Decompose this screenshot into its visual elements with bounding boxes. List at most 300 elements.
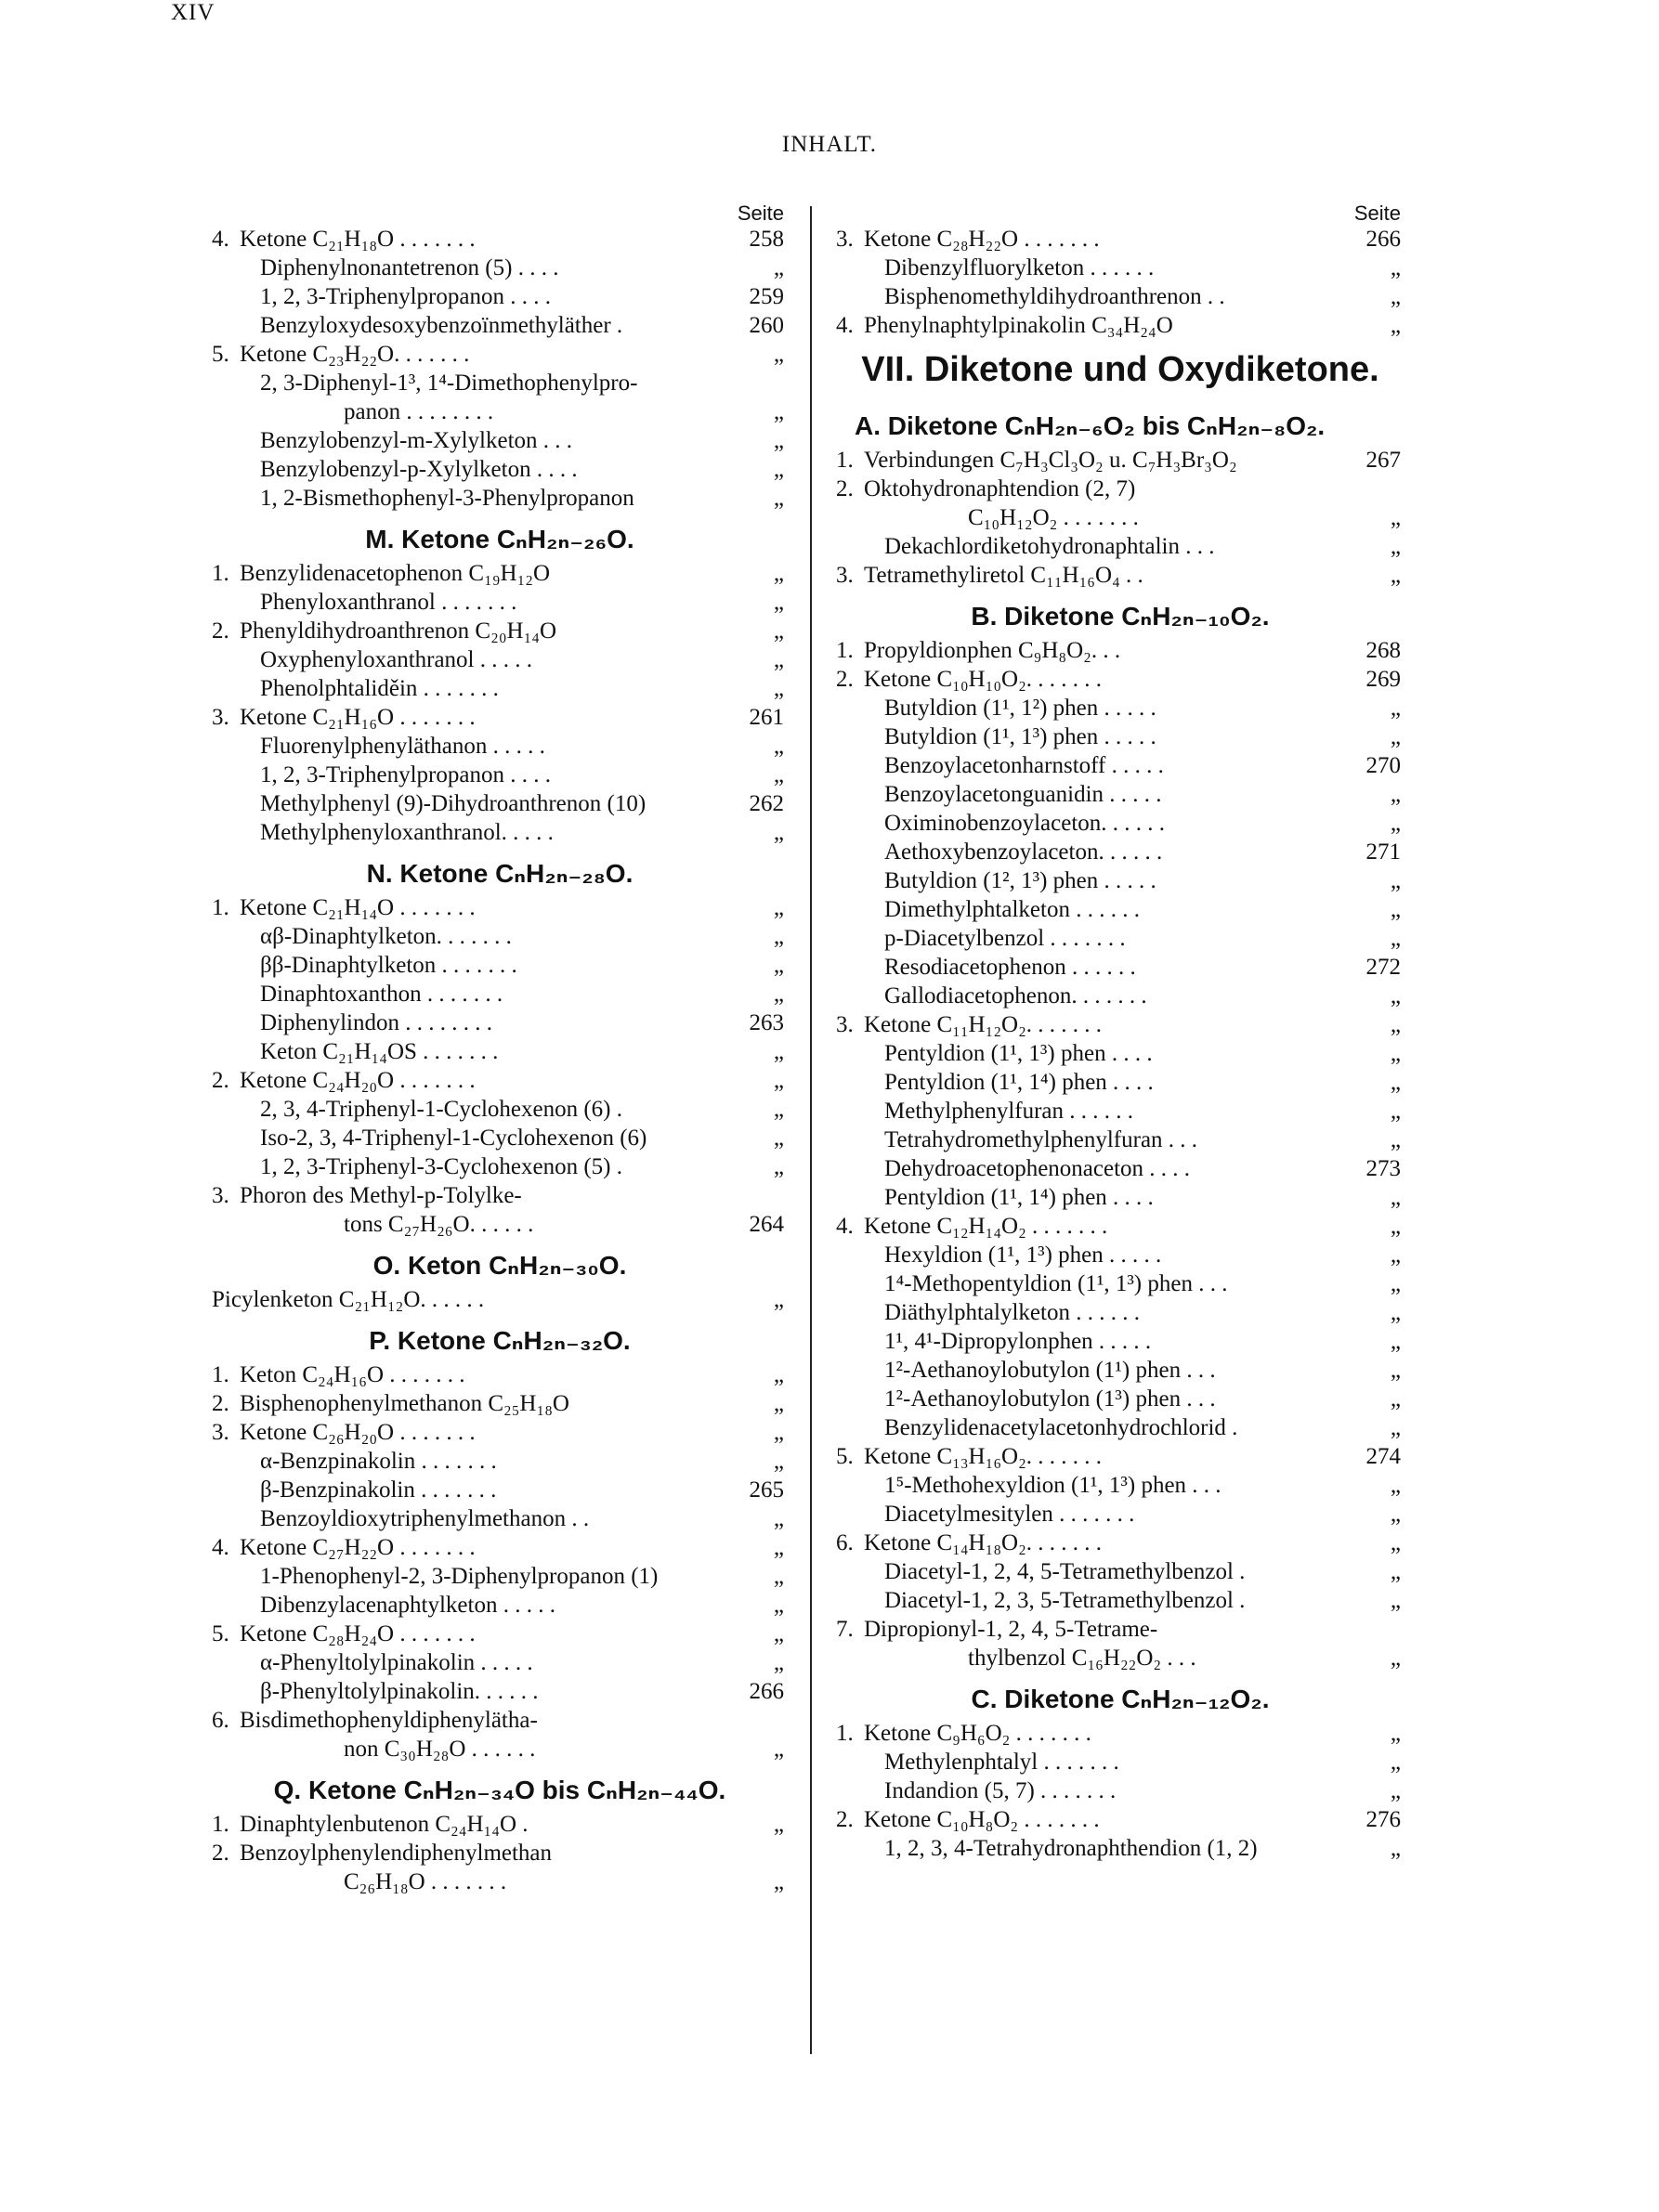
toc-entry [836,636,1404,665]
entry-page: 269 [1365,667,1401,692]
toc-entry [212,588,788,617]
entry-page: 260 [749,313,784,338]
entry-page: „ [1390,1041,1401,1066]
entry-number: 1. [212,1812,229,1837]
entry-page: „ [1390,1646,1401,1671]
toc-entry [836,953,1404,982]
entry-text: 1, 2, 3, 4-Tetrahydronaphthendion (1, 2) [884,1836,1258,1861]
entry-page: 272 [1365,955,1401,980]
toc-entry [212,1504,788,1533]
entry-text: Benzylobenzyl-p-Xylylketon . . . . [260,457,578,482]
toc-entry [212,1677,788,1706]
entry-text: Picylenketon C₂₁H₁₂O. . . . . . [212,1287,485,1312]
toc-entry [212,369,788,397]
entry-text: Dekachlordiketohydronaphtalin . . . [884,534,1215,559]
entry-text: 1⁵-Methohexyldion (1¹, 1³) phen . . . [884,1473,1221,1498]
toc-entry [212,1152,788,1181]
toc-entry [212,1210,788,1239]
entry-text: Benzoylphenylendiphenylmethan [240,1841,553,1866]
entry-text: 1, 2-Bismethophenyl-3-Phenylpropanon [260,486,634,511]
toc-entry [212,282,788,311]
entry-page: 271 [1365,839,1401,865]
toc-entry [836,254,1404,282]
toc-entry [836,895,1404,924]
entry-text: ββ-Dinaphtylketon . . . . . . . [260,953,517,978]
entry-text: Benzyloxydesoxybenzoïnmethyläther . [260,313,623,338]
toc-entry [212,397,788,426]
entry-text: Phenylnaphtylpinakolin C₃₄H₂₄O [864,313,1173,338]
entry-text: 1, 2, 3-Triphenyl-3-Cyclohexenon (5) . [260,1154,622,1179]
toc-entry [212,1648,788,1677]
entry-number: 7. [836,1617,854,1642]
entry-page: „ [773,895,784,920]
entry-text: β-Benzpinakolin . . . . . . . [260,1477,497,1503]
section-heading: A. Diketone CₙH₂ₙ₋₆O₂ bis CₙH₂ₙ₋₈O₂. [855,411,1326,440]
entry-page: „ [1390,1750,1401,1775]
entry-text: Fluorenylphenyläthanon . . . . . [260,734,545,759]
entry-text: Ketone C₁₀H₈O₂ . . . . . . . [864,1807,1100,1832]
entry-text: C₂₆H₁₈O . . . . . . . [344,1869,507,1894]
entry-page: „ [773,457,784,482]
entry-text: Methylenphtalyl . . . . . . . [884,1750,1119,1775]
entry-page: „ [773,1287,784,1312]
entry-number: 2. [212,1841,229,1866]
toc-entry [836,1212,1404,1241]
entry-text: Diphenylnonantetrenon (5) . . . . [260,255,559,280]
toc-entry [836,809,1404,838]
entry-text: Bisphenophenylmethanon C₂₅H₁₈O [240,1391,569,1416]
entry-text: thylbenzol C₁₆H₂₂O₂ . . . [968,1646,1196,1671]
toc-entry [836,665,1404,694]
toc-entry [836,1327,1404,1356]
entry-text: p-Diacetylbenzol . . . . . . . [884,926,1126,951]
entry-page: „ [773,820,784,845]
entry-text: Keton C₂₄H₁₆O . . . . . . . [240,1362,465,1387]
section-heading: B. Diketone CₙH₂ₙ₋₁₀O₂. [971,602,1270,631]
entry-text: 1, 2, 3-Triphenylpropanon . . . . [260,284,551,309]
toc-entry [212,455,788,484]
entry-page: „ [1390,1358,1401,1383]
entry-page: „ [773,618,784,644]
entry-text: Oktohydronaphtendion (2, 7) [864,476,1136,501]
entry-text: Dipropionyl-1, 2, 4, 5-Tetrame- [864,1617,1158,1642]
entry-page: „ [1390,1070,1401,1095]
toc-entry [212,645,788,674]
entry-text: C₁₀H₁₂O₂ . . . . . . . [968,505,1139,530]
entry-text: Ketone C₂₁H₁₆O . . . . . . . [240,705,476,730]
toc-entry [836,1805,1404,1834]
toc-entry [212,893,788,922]
entry-page: 261 [749,705,784,730]
toc-entry [836,780,1404,809]
toc-entry [212,1066,788,1095]
toc-entry [836,1298,1404,1327]
entry-page: „ [1390,897,1401,922]
entry-text: Pentyldion (1¹, 1⁴) phen . . . . [884,1185,1154,1210]
entry-number: 2. [212,1068,229,1093]
entry-text: Keton C₂₁H₁₄OS . . . . . . . [260,1039,499,1064]
entry-text: Gallodiacetophenon. . . . . . . [884,983,1147,1008]
entry-text: Phenyldihydroanthrenon C₂₀H₁₄O [240,618,557,644]
entry-page: „ [1390,868,1401,893]
entry-text: Ketone C₁₂H₁₄O₂ . . . . . . . [864,1214,1108,1239]
entry-text: 2, 3, 4-Triphenyl-1-Cyclohexenon (6) . [260,1097,622,1122]
entry-page: „ [773,647,784,672]
toc-entry [836,1413,1404,1442]
entry-page: 264 [749,1212,784,1237]
entry-text: Ketone C₉H₆O₂ . . . . . . . [864,1721,1091,1746]
entry-text: Methylphenyl (9)-Dihydroanthrenon (10) [260,791,647,816]
toc-entry [212,818,788,847]
toc-entry [836,532,1404,561]
entry-page: „ [773,561,784,586]
entry-number: 2. [836,667,854,692]
toc-entry [836,503,1404,532]
toc-entry [212,1839,788,1867]
entry-page: „ [773,342,784,367]
entry-page: 268 [1365,638,1401,663]
toc-entry [212,922,788,951]
toc-entry [212,1124,788,1152]
entry-page: „ [773,1650,784,1675]
entry-page: „ [1390,534,1401,559]
section-heading: Q. Ketone CₙH₂ₙ₋₃₄O bis CₙH₂ₙ₋₄₄O. [273,1776,726,1804]
toc-entry [836,1183,1404,1212]
entry-text: Phenolphtaliděin . . . . . . . [260,676,499,701]
entry-page: „ [773,590,784,615]
entry-text: Benzoylacetonguanidin . . . . . [884,782,1162,807]
entry-number: 3. [212,1420,229,1445]
entry-number: 3. [212,705,229,730]
entry-text: α-Benzpinakolin . . . . . . . [260,1449,497,1474]
page-title: INHALT. [781,132,878,157]
entry-text: 1²-Aethanoylobutylon (1³) phen . . . [884,1386,1216,1412]
toc-entry [836,1471,1404,1500]
entry-page: „ [1390,811,1401,836]
entry-text: Benzoylacetonharnstoff . . . . . [884,753,1164,778]
entry-text: Ketone C₂₆H₂₀O . . . . . . . [240,1420,476,1445]
entry-text: Phoron des Methyl-p-Tolylke- [240,1183,522,1208]
entry-page: „ [773,1593,784,1618]
entry-text: Propyldionphen C₉H₈O₂. . . [864,638,1121,663]
entry-page: „ [773,982,784,1007]
entry-page: 270 [1365,753,1401,778]
toc-entry [212,1706,788,1735]
column-divider [810,206,812,2054]
toc-entry [836,722,1404,751]
entry-number: 2. [212,1391,229,1416]
entry-page: „ [773,1506,784,1531]
entry-text: Butyldion (1², 1³) phen . . . . . [884,868,1156,893]
page-number: XIV [171,0,216,25]
entry-number: 6. [836,1530,854,1555]
entry-text: Pentyldion (1¹, 1⁴) phen . . . . [884,1070,1154,1095]
toc-entry [836,1097,1404,1126]
entry-page: „ [1390,1127,1401,1152]
entry-page: 258 [749,227,784,252]
entry-text: Pentyldion (1¹, 1³) phen . . . . [884,1041,1153,1066]
toc-entry [212,789,788,818]
entry-text: Ketone C₂₁H₁₄O . . . . . . . [240,895,476,920]
entry-page: „ [1390,1300,1401,1325]
toc-entry [212,1360,788,1389]
entry-text: Phenyloxanthranol . . . . . . . [260,590,517,615]
entry-text: Benzylidenacetylacetonhydrochlorid . [884,1415,1238,1440]
entry-text: 1⁴-Methopentyldion (1¹, 1³) phen . . . [884,1271,1228,1296]
toc-entry [836,838,1404,866]
entry-page: „ [1390,1329,1401,1354]
entry-text: non C₃₀H₂₈O . . . . . . [344,1737,536,1762]
entry-page: „ [1390,1721,1401,1746]
entry-page: „ [773,676,784,701]
entry-text: tons C₂₇H₂₆O. . . . . . [344,1212,534,1237]
toc-entry [212,1562,788,1591]
entry-text: Butyldion (1¹, 1³) phen . . . . . [884,724,1156,749]
entry-page: „ [773,1621,784,1646]
entry-page: „ [773,486,784,511]
toc-entry [836,1834,1404,1863]
toc-entry [836,1529,1404,1557]
entry-text: Methylphenylfuran . . . . . . [884,1099,1134,1124]
page-column-header [836,199,1404,225]
section-heading: M. Ketone CₙH₂ₙ₋₂₆O. [365,525,634,553]
entry-page: „ [1390,983,1401,1008]
entry-page: „ [773,1097,784,1122]
entry-page: „ [1390,505,1401,530]
entry-number: 4. [212,1535,229,1560]
entry-text: Bisphenomethyldihydroanthrenon . . [884,284,1225,309]
toc-entry [212,1095,788,1124]
toc-entry [212,1810,788,1839]
entry-text: 1²-Aethanoylobutylon (1¹) phen . . . [884,1358,1216,1383]
toc-entry [836,1269,1404,1298]
entry-page: 266 [749,1679,784,1704]
entry-text: Bisdimethophenyldiphenylätha- [240,1708,538,1733]
entry-number: 3. [212,1183,229,1208]
entry-page: 266 [1365,227,1401,252]
toc-entry [836,1557,1404,1586]
entry-page: „ [1390,313,1401,338]
entry-text: Methylphenyloxanthranol. . . . . [260,820,554,845]
entry-number: 3. [836,1012,854,1037]
entry-page: „ [1390,1185,1401,1210]
entry-page: „ [1390,926,1401,951]
entry-page: „ [773,1869,784,1894]
entry-page: „ [1390,1099,1401,1124]
entry-number: 1. [836,1721,854,1746]
entry-page: „ [773,1154,784,1179]
entry-text: Diäthylphtalylketon . . . . . . [884,1300,1140,1325]
entry-page: „ [1390,1836,1401,1861]
entry-text: 2, 3-Diphenyl-1³, 1⁴-Dimethophenylpro- [260,371,638,396]
entry-number: 2. [836,1807,854,1832]
toc-entry [836,1776,1404,1805]
toc-entry [212,1418,788,1447]
entry-number: 1. [836,448,854,473]
entry-text: Dinaphtylenbutenon C₂₄H₁₄O . [240,1812,529,1837]
section-heading: P. Ketone CₙH₂ₙ₋₃₂O. [369,1326,631,1355]
entry-text: Ketone C₂₈H₂₄O . . . . . . . [240,1621,476,1646]
toc-entry [212,980,788,1008]
entry-text: panon . . . . . . . . [344,399,494,424]
entry-page: „ [773,399,784,424]
entry-page: 276 [1365,1807,1401,1832]
entry-number: 4. [212,227,229,252]
entry-text: Diacetyl-1, 2, 3, 5-Tetramethylbenzol . [884,1588,1246,1613]
entry-text: Iso-2, 3, 4-Triphenyl-1-Cyclohexenon (6) [260,1126,647,1151]
entry-page: „ [1390,782,1401,807]
toc-entry [836,1442,1404,1471]
toc-entry [212,1181,788,1210]
entry-text: Ketone C₁₁H₁₂O₂. . . . . . . [864,1012,1103,1037]
entry-number: 1. [836,638,854,663]
toc-entry [836,1385,1404,1413]
toc-right-column [836,199,1404,1863]
toc-entry [212,1008,788,1037]
toc-entry [212,1285,788,1314]
toc-entry [836,311,1404,340]
entry-text: Verbindungen C₇H₃Cl₃O₂ u. C₇H₃Br₃O₂ [864,448,1237,473]
toc-entry [836,866,1404,895]
entry-number: 2. [836,476,854,501]
entry-page: 259 [749,284,784,309]
entry-text: Ketone C₂₄H₂₀O . . . . . . . [240,1068,476,1093]
entry-text: Tetramethyliretol C₁₁H₁₆O₄ . . [864,563,1143,588]
entry-text: Diacetyl-1, 2, 4, 5-Tetramethylbenzol . [884,1559,1246,1584]
toc-entry [212,617,788,645]
toc-entry [212,340,788,369]
entry-page: „ [1390,284,1401,309]
section-heading: C. Diketone CₙH₂ₙ₋₁₂O₂. [971,1685,1270,1713]
entry-page: „ [773,1812,784,1837]
entry-page: „ [773,1126,784,1151]
entry-page: „ [1390,1473,1401,1498]
entry-page: „ [773,1391,784,1416]
entry-page: „ [1390,1243,1401,1268]
entry-page: 273 [1365,1156,1401,1181]
entry-page: „ [1390,563,1401,588]
entry-text: Resodiacetophenon . . . . . . [884,955,1136,980]
toc-entry [836,1154,1404,1183]
entry-page: „ [1390,724,1401,749]
chapter-heading: VII. Diketone und Oxydiketone. [861,350,1379,389]
toc-entry [836,1010,1404,1039]
entry-page: „ [1390,696,1401,721]
entry-number: 3. [836,563,854,588]
toc-entry [836,282,1404,311]
toc-entry [212,761,788,789]
toc-entry [212,1867,788,1896]
toc-entry [836,561,1404,590]
entry-page: 263 [749,1010,784,1035]
entry-page: 262 [749,791,784,816]
entry-page: „ [773,1564,784,1589]
entry-text: Tetrahydromethylphenylfuran . . . [884,1127,1198,1152]
entry-page: „ [1390,1386,1401,1412]
entry-page: „ [773,734,784,759]
entry-page: „ [773,924,784,949]
entry-text: Dinaphtoxanthon . . . . . . . [260,982,503,1007]
toc-entry [836,1644,1404,1672]
toc-entry [836,446,1404,475]
toc-entry [212,1591,788,1620]
toc-entry [836,1500,1404,1529]
entry-page: „ [1390,1588,1401,1613]
entry-text: Dimethylphtalketon . . . . . . [884,897,1140,922]
toc-entry [836,1356,1404,1385]
toc-entry [836,1068,1404,1097]
toc-entry [836,751,1404,780]
entry-text: Dibenzylacenaphtylketon . . . . . [260,1593,555,1618]
entry-text: α-Phenyltolylpinakolin . . . . . [260,1650,533,1675]
entry-text: Butyldion (1¹, 1²) phen . . . . . [884,696,1156,721]
entry-text: β-Phenyltolylpinakolin. . . . . . [260,1679,539,1704]
entry-number: 5. [212,1621,229,1646]
entry-page: „ [1390,1530,1401,1555]
toc-left-column [212,199,788,1896]
entry-page: „ [1390,1012,1401,1037]
toc-entry [836,1039,1404,1068]
entry-page: „ [773,1039,784,1064]
toc-entry [212,559,788,588]
entry-text: Oxyphenyloxanthranol . . . . . [260,647,533,672]
section-heading: N. Ketone CₙH₂ₙ₋₂₈O. [366,859,634,888]
entry-page: „ [773,953,784,978]
entry-text: Ketone C₂₈H₂₂O . . . . . . . [864,227,1100,252]
entry-page: „ [1390,1778,1401,1803]
toc-entry [836,225,1404,254]
entry-page: „ [773,1420,784,1445]
toc-entry [836,924,1404,953]
toc-entry [836,475,1404,503]
entry-text: Dehydroacetophenonaceton . . . . [884,1156,1191,1181]
entry-page: „ [773,428,784,453]
entry-number: 6. [212,1708,229,1733]
entry-text: Diacetylmesitylen . . . . . . . [884,1502,1135,1527]
entry-number: 1. [212,561,229,586]
toc-entry [212,1620,788,1648]
toc-entry [212,426,788,455]
entry-text: Aethoxybenzoylaceton. . . . . . [884,839,1163,865]
entry-page: 274 [1365,1444,1401,1469]
entry-page: „ [1390,255,1401,280]
entry-text: Ketone C₁₀H₁₀O₂. . . . . . . [864,667,1103,692]
entry-page: 265 [749,1477,784,1503]
toc-entry [212,1447,788,1476]
entry-number: 5. [212,342,229,367]
toc-entry [212,1533,788,1562]
entry-page: „ [773,1362,784,1387]
toc-entry [836,1241,1404,1269]
entry-text: Indandion (5, 7) . . . . . . . [884,1778,1117,1803]
entry-page: 267 [1365,448,1401,473]
toc-entry [212,1476,788,1504]
entry-text: Benzoyldioxytriphenylmethanon . . [260,1506,590,1531]
entry-page: „ [1390,1214,1401,1239]
toc-entry [212,732,788,761]
toc-entry [836,1719,1404,1748]
entry-text: Ketone C₂₁H₁₈O . . . . . . . [240,227,476,252]
entry-page: „ [773,1737,784,1762]
entry-text: Ketone C₂₃H₂₂O. . . . . . . [240,342,470,367]
toc-entry [836,1748,1404,1776]
entry-number: 4. [836,313,854,338]
entry-page: „ [1390,1502,1401,1527]
entry-text: Ketone C₁₃H₁₆O₂. . . . . . . [864,1444,1103,1469]
section-heading: O. Keton CₙH₂ₙ₋₃₀O. [372,1251,627,1280]
toc-entry [212,674,788,703]
entry-text: Oximinobenzoylaceton. . . . . . [884,811,1166,836]
